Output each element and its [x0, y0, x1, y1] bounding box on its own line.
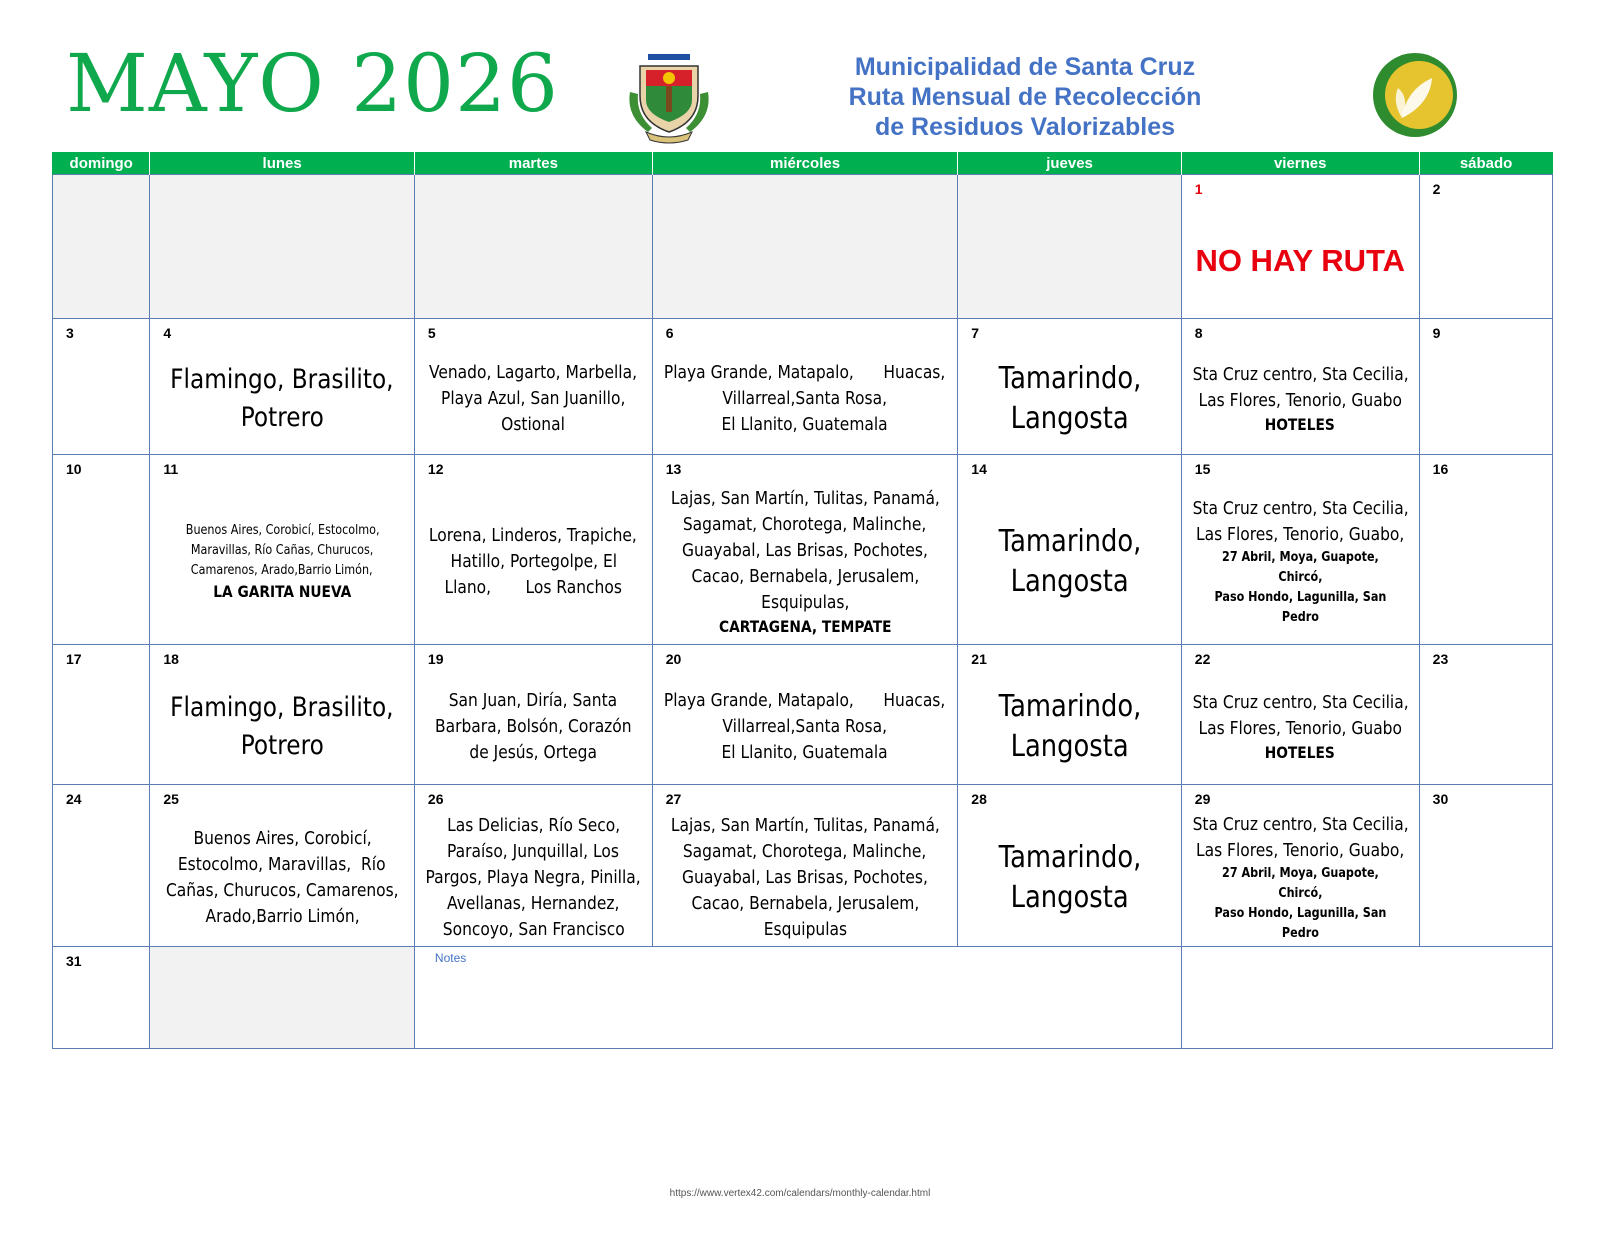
route-list — [415, 479, 652, 644]
week-row-1 — [53, 175, 1553, 319]
route-line: Playa Azul, San Juanillo, — [441, 387, 626, 409]
day-cell-30 — [1419, 785, 1552, 947]
route-line: Langosta — [1010, 879, 1129, 915]
day-cell-6 — [652, 319, 958, 455]
week-row-2 — [53, 319, 1553, 455]
weekday-header-row — [53, 152, 1553, 175]
day-number: 26 — [427, 791, 444, 807]
route-highlight: LA GARITA NUEVA — [213, 581, 352, 601]
route-line: Estocolmo, Maravillas, Río — [178, 853, 386, 875]
organization-heading — [800, 52, 1250, 142]
empty-day-cell — [150, 175, 415, 319]
week-row-6 — [53, 947, 1553, 1049]
route-line: Arado,Barrio Limón, — [205, 905, 360, 927]
day-cell-9 — [1419, 319, 1552, 455]
route-list — [150, 669, 414, 784]
weekday-viernes: viernes — [1181, 152, 1419, 175]
day-cell-8 — [1181, 319, 1419, 455]
weekday-martes: martes — [414, 152, 652, 175]
route-line: Maravillas, Río Cañas, Churucos, — [190, 542, 374, 558]
day-number: 2 — [1432, 181, 1441, 197]
route-line: Cacao, Bernabela, Jerusalem, — [691, 892, 919, 914]
day-number: 17 — [66, 651, 82, 667]
day-number: 20 — [665, 651, 682, 667]
page-title: MAYO 2026 — [66, 37, 559, 130]
notes-area[interactable] — [414, 947, 1181, 1049]
route-list — [653, 809, 958, 946]
route-line: Lajas, San Martín, Tulitas, Panamá, — [670, 814, 940, 836]
day-number: 18 — [163, 651, 179, 667]
org-line-3: de Residuos Valorizables — [874, 113, 1176, 141]
weekday-lunes: lunes — [150, 152, 415, 175]
route-list — [150, 343, 414, 454]
route-list — [653, 479, 958, 644]
route-line: Avellanas, Hernandez, — [447, 892, 620, 914]
empty-day-cell — [150, 947, 415, 1049]
route-line: Esquipulas, — [760, 591, 850, 613]
day-number: 12 — [427, 461, 444, 477]
weekday-jueves: jueves — [958, 152, 1182, 175]
day-cell-3 — [53, 319, 150, 455]
day-number: 13 — [665, 461, 682, 477]
day-cell-15 — [1181, 455, 1419, 645]
weekday-sabado: sábado — [1419, 152, 1552, 175]
route-line: Buenos Aires, Corobicí, Estocolmo, — [185, 522, 380, 538]
route-line: Sta Cruz centro, Sta Cecilia, — [1192, 691, 1409, 713]
day-number: 7 — [971, 325, 980, 341]
route-highlight: HOTELES — [1265, 742, 1336, 762]
day-cell-18 — [150, 645, 415, 785]
route-line: Paraíso, Junquillal, Los — [447, 840, 620, 862]
route-list — [415, 343, 652, 454]
route-line: El Llanito, Guatemala — [721, 741, 889, 763]
route-line: Hatillo, Portegolpe, El — [450, 550, 617, 572]
route-line: Las Flores, Tenorio, Guabo, — [1196, 523, 1405, 545]
day-cell-26 — [414, 785, 652, 947]
day-number: 4 — [163, 325, 172, 341]
empty-day-cell — [414, 175, 652, 319]
route-line: Pargos, Playa Negra, Pinilla, — [425, 866, 641, 888]
day-cell-23 — [1419, 645, 1552, 785]
day-number: 28 — [971, 791, 987, 807]
day-cell-17 — [53, 645, 150, 785]
route-line: Cacao, Bernabela, Jerusalem, — [691, 565, 919, 587]
route-line: Langosta — [1010, 728, 1129, 764]
day-cell-25 — [150, 785, 415, 947]
day-number: 14 — [971, 461, 987, 477]
day-number: 24 — [66, 791, 82, 807]
day-number: 29 — [1194, 791, 1211, 807]
route-list — [1182, 343, 1419, 454]
route-line: de Jesús, Ortega — [469, 741, 598, 763]
route-line: Ostional — [501, 413, 566, 435]
day-cell-16 — [1419, 455, 1552, 645]
day-number: 25 — [163, 791, 179, 807]
route-list — [958, 809, 1181, 946]
route-line: Langosta — [1010, 400, 1129, 436]
day-cell-10 — [53, 455, 150, 645]
route-line: Sta Cruz centro, Sta Cecilia, — [1192, 497, 1409, 519]
route-line: El Llanito, Guatemala — [721, 413, 889, 435]
day-cell-12 — [414, 455, 652, 645]
notes-label: Notes — [434, 951, 467, 965]
day-number: 16 — [1432, 461, 1449, 477]
route-line: Las Flores, Tenorio, Guabo, — [1196, 839, 1405, 861]
route-line: Lajas, San Martín, Tulitas, Panamá, — [670, 487, 940, 509]
day-number: 10 — [66, 461, 82, 477]
day-cell-7 — [958, 319, 1182, 455]
route-line: Venado, Lagarto, Marbella, — [429, 361, 638, 383]
org-line-2: Ruta Mensual de Recolección — [848, 83, 1202, 111]
day-number: 22 — [1194, 651, 1211, 667]
route-line: Las Flores, Tenorio, Guabo — [1198, 717, 1402, 739]
day-number: 27 — [665, 791, 682, 807]
route-line: Villarreal,Santa Rosa, — [722, 715, 888, 737]
day-cell-4 — [150, 319, 415, 455]
day-cell-13 — [652, 455, 958, 645]
footer-url: https://www.vertex42.com/calendars/monthly-calendar.html — [669, 1188, 931, 1199]
week-row-3 — [53, 455, 1553, 645]
day-cell-14 — [958, 455, 1182, 645]
route-line: Villarreal,Santa Rosa, — [722, 387, 888, 409]
route-list — [958, 343, 1181, 454]
day-cell-29 — [1181, 785, 1419, 947]
week-row-5 — [53, 785, 1553, 947]
route-line: Sta Cruz centro, Sta Cecilia, — [1192, 813, 1409, 835]
day-cell-22 — [1181, 645, 1419, 785]
day-number: 30 — [1432, 791, 1449, 807]
route-highlight: 27 Abril, Moya, Guapote, Chircó, — [1221, 549, 1379, 585]
municipal-crest-icon — [626, 52, 712, 144]
gestion-ambiental-logo-icon — [1372, 52, 1458, 138]
route-highlight: 27 Abril, Moya, Guapote, Chircó, — [1221, 865, 1379, 901]
route-highlight: Paso Hondo, Lagunilla, San Pedro — [1214, 589, 1387, 625]
route-list — [150, 809, 414, 946]
route-highlight: HOTELES — [1265, 414, 1336, 434]
route-list — [1182, 669, 1419, 784]
no-route-notice: NO HAY RUTA — [1195, 243, 1406, 278]
day-number: 31 — [66, 953, 82, 969]
route-line: Barbara, Bolsón, Corazón — [435, 715, 632, 737]
route-line: Playa Grande, Matapalo, Huacas, — [664, 689, 946, 711]
route-line: Sagamat, Chorotega, Malinche, — [683, 513, 927, 535]
day-number: 9 — [1432, 325, 1441, 341]
weekday-domingo: domingo — [53, 152, 150, 175]
route-line: Cañas, Churucos, Camarenos, — [165, 879, 399, 901]
route-line: Flamingo, Brasilito, — [170, 363, 394, 395]
route-line: Lorena, Linderos, Trapiche, — [429, 524, 638, 546]
route-line: Playa Grande, Matapalo, Huacas, — [664, 361, 946, 383]
calendar-grid — [52, 152, 1553, 1049]
day-number: 21 — [971, 651, 987, 667]
route-line: Llano, Los Ranchos — [444, 576, 623, 598]
route-line: Flamingo, Brasilito, — [170, 691, 394, 723]
route-line: Las Delicias, Río Seco, — [446, 814, 620, 836]
empty-day-cell — [958, 175, 1182, 319]
day-cell-24 — [53, 785, 150, 947]
day-number: 1 — [1194, 181, 1203, 197]
route-list — [653, 343, 958, 454]
route-line: Potrero — [240, 729, 324, 761]
route-line: Esquipulas — [763, 918, 847, 940]
day-cell-27 — [652, 785, 958, 947]
day-number: 8 — [1194, 325, 1203, 341]
route-list — [150, 479, 414, 644]
route-line: Potrero — [240, 401, 324, 433]
route-line: Las Flores, Tenorio, Guabo — [1198, 389, 1402, 411]
day-number: 3 — [66, 325, 74, 341]
route-list — [958, 479, 1181, 644]
day-cell-21 — [958, 645, 1182, 785]
route-line: Buenos Aires, Corobicí, — [193, 827, 372, 849]
day-cell-28 — [958, 785, 1182, 947]
day-cell-5 — [414, 319, 652, 455]
day-number: 6 — [665, 325, 674, 341]
route-line: Soncoyo, San Francisco — [442, 918, 625, 940]
day-cell-11 — [150, 455, 415, 645]
day-cell-19 — [414, 645, 652, 785]
day-cell-2 — [1419, 175, 1552, 319]
route-list — [415, 669, 652, 784]
route-highlight: CARTAGENA, TEMPATE — [718, 616, 892, 636]
route-line: Sagamat, Chorotega, Malinche, — [683, 840, 927, 862]
route-line: Guayabal, Las Brisas, Pochotes, — [682, 539, 928, 561]
route-highlight: Paso Hondo, Lagunilla, San Pedro — [1214, 905, 1387, 941]
route-line: Tamarindo, — [998, 688, 1141, 724]
route-line: Camarenos, Arado,Barrio Limón, — [191, 562, 374, 578]
route-list — [1182, 809, 1419, 946]
route-list — [653, 669, 958, 784]
empty-day-cell — [1181, 947, 1552, 1049]
route-line: Tamarindo, — [998, 523, 1141, 559]
route-list — [958, 669, 1181, 784]
route-line: Tamarindo, — [998, 360, 1141, 396]
day-cell-20 — [652, 645, 958, 785]
week-row-4 — [53, 645, 1553, 785]
day-number: 19 — [427, 651, 444, 667]
empty-day-cell — [652, 175, 958, 319]
day-number: 5 — [427, 325, 436, 341]
route-line: Langosta — [1010, 563, 1129, 599]
route-line: Sta Cruz centro, Sta Cecilia, — [1192, 363, 1409, 385]
day-number: 11 — [163, 461, 179, 477]
empty-day-cell — [53, 175, 150, 319]
route-line: Tamarindo, — [998, 839, 1141, 875]
route-line: San Juan, Diría, Santa — [449, 689, 618, 711]
day-cell-1 — [1181, 175, 1419, 319]
org-line-1: Municipalidad de Santa Cruz — [854, 53, 1196, 81]
weekday-miercoles: miércoles — [652, 152, 958, 175]
route-list — [415, 809, 652, 946]
route-list — [1182, 479, 1419, 644]
day-number: 23 — [1432, 651, 1449, 667]
route-line: Guayabal, Las Brisas, Pochotes, — [682, 866, 928, 888]
day-cell-31 — [53, 947, 150, 1049]
day-number: 15 — [1194, 461, 1211, 477]
